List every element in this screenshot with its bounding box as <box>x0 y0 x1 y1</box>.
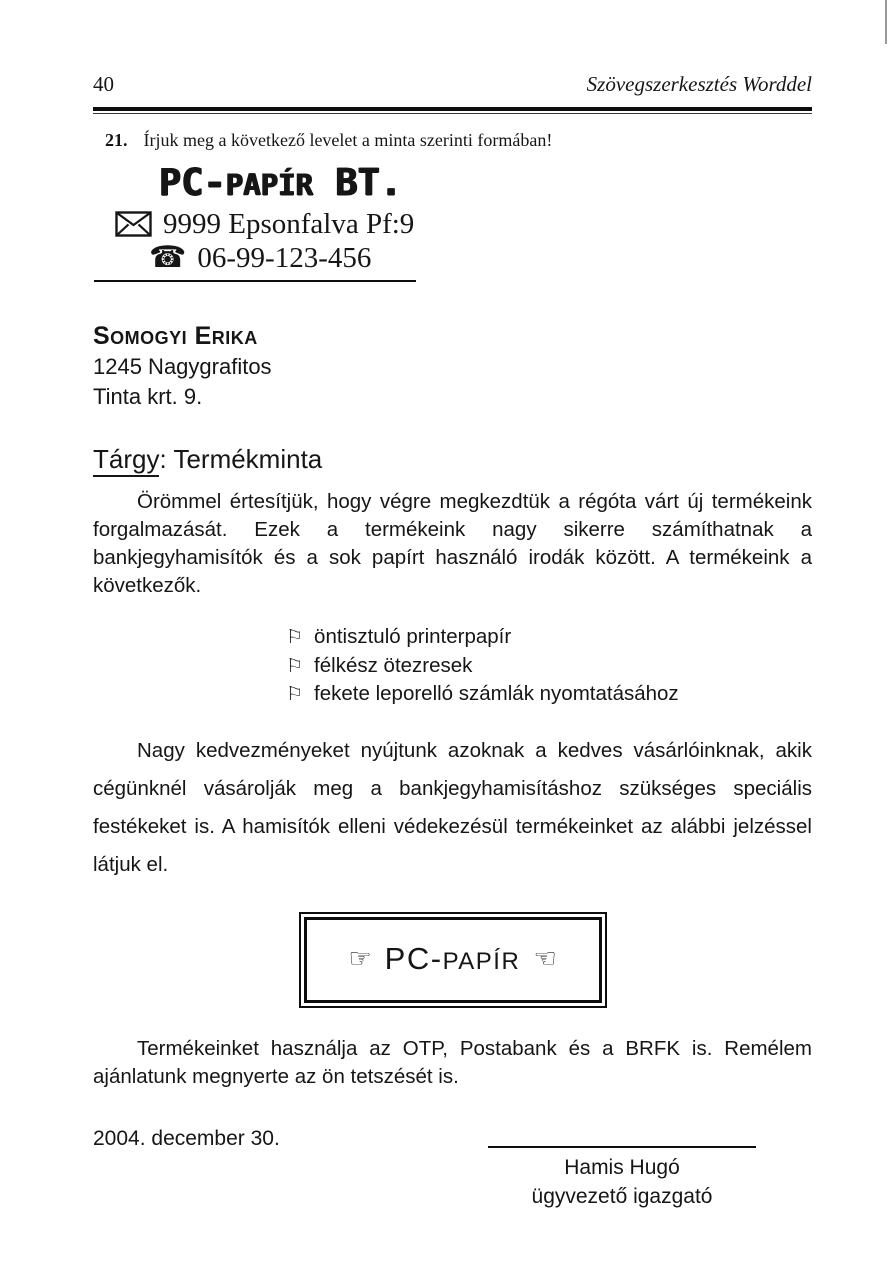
letterhead-address: 9999 Epsonfalva Pf:9 <box>163 208 415 240</box>
flag-bullet-icon: ⚐ <box>286 626 304 648</box>
signature-name: Hamis Hugó <box>564 1155 680 1179</box>
letterhead-phone: 06-99-123-456 <box>197 242 372 274</box>
product-name: öntisztuló printerpapír <box>314 625 512 648</box>
stamp-text-small: PAPÍR <box>442 947 521 975</box>
product-name: fekete leporelló számlák nyomtatásához <box>314 682 679 705</box>
letterhead <box>93 161 812 282</box>
recipient-address-line2: Tinta krt. 9. <box>93 384 203 409</box>
product-name: félkész ötezresek <box>314 653 473 677</box>
letterhead-address-line <box>115 207 812 241</box>
flag-bullet-icon: ⚐ <box>286 683 304 705</box>
subject-label: Tárgy <box>93 444 159 477</box>
page-header <box>93 0 812 97</box>
exercise-text: Írjuk meg a következő levelet a minta szerinti formában! <box>143 130 553 150</box>
phone-icon: ☎ <box>149 240 187 275</box>
product-list <box>286 623 812 709</box>
exercise-instruction <box>93 130 812 151</box>
pointing-hand-right-icon: ☞ <box>348 943 372 974</box>
pointing-hand-left-icon: ☜ <box>533 943 557 974</box>
list-item <box>286 680 812 709</box>
running-title: Szövegszerkesztés Worddel <box>586 72 812 96</box>
letter-paragraph-3: Termékeinket használja az OTP, Postabank és a BRFK is. Remélem ajánlatunk megnyerte az ön tetszését is. <box>93 1036 812 1088</box>
list-item <box>286 652 812 681</box>
envelope-icon <box>115 211 152 237</box>
letter-paragraph-2: Nagy kedvezményeket nyújtunk azoknak a kedves vásárlóinknak, akik cégünknél vásárolják meg a bankjegyhamisításhoz szükséges speciális festékeket is. A hamisítók elleni védekezésül termékeinket az alábbi jelzéssel látjuk el. <box>93 738 812 876</box>
company-logo <box>159 161 812 204</box>
header-rule-thick <box>93 107 812 111</box>
company-logo-text: PC- <box>159 161 226 204</box>
flag-bullet-icon: ⚐ <box>286 654 304 677</box>
letterhead-rule <box>94 280 416 282</box>
letterhead-phone-line <box>149 241 812 275</box>
stamp-box-inner <box>304 917 602 1003</box>
company-logo-text-small: PAPÍR <box>225 168 314 202</box>
recipient-block <box>93 320 812 412</box>
letter-date: 2004. december 30. <box>93 1126 280 1150</box>
signature-title: ügyvezető igazgató <box>531 1184 713 1208</box>
page-number: 40 <box>93 72 114 96</box>
list-item <box>286 623 812 652</box>
subject-value: : Termékminta <box>159 444 323 474</box>
signature-block <box>488 1146 756 1211</box>
header-rule-thin <box>93 113 812 114</box>
exercise-number: 21. <box>105 130 128 150</box>
stamp-text: PC- <box>384 940 443 976</box>
scan-artifact-line <box>885 0 887 44</box>
letter-paragraph-1: Örömmel értesítjük, hogy végre megkezdtük a régóta várt új termékeink forgalmazását. Ezek a termékeink nagy sikerre számíthatnak a bankjegyhamisítók és a sok papírt használó irodák között. A termékeink a következők. <box>93 490 812 597</box>
company-logo-suffix: BT. <box>313 161 403 204</box>
recipient-address-line1: 1245 Nagygrafitos <box>93 354 272 379</box>
subject-line <box>93 444 812 475</box>
stamp-box <box>299 912 607 1008</box>
closing-row <box>93 1123 812 1211</box>
recipient-name: Somogyi Erika <box>93 322 258 350</box>
